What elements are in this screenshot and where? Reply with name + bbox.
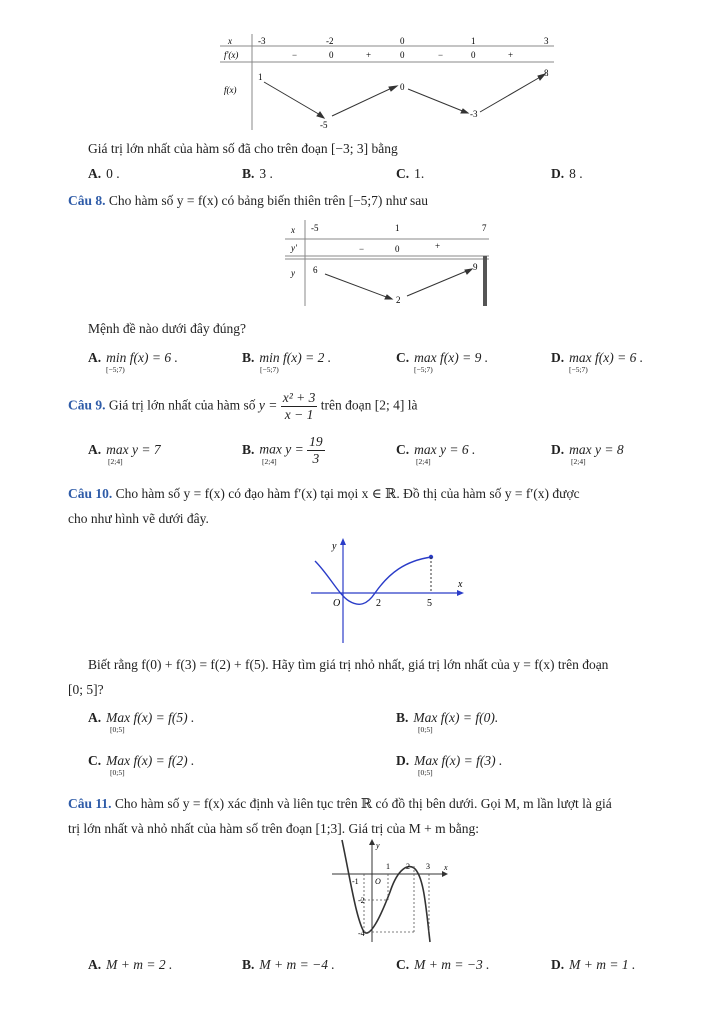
table1-x-1: -2 (326, 36, 334, 46)
q10-origin-label: O (333, 598, 341, 609)
q9-option-a[interactable]: A. max y = 7 [2;4] (88, 442, 161, 466)
q10-option-c[interactable]: C. Max f(x) = f(2) . [0;5] (88, 753, 195, 777)
table1-header-x: x (228, 36, 232, 46)
q8-option-a[interactable]: A. min f(x) = 6 . [−5;7) (88, 350, 178, 374)
table1-sign-1: 0 (329, 50, 334, 60)
variation-table-2 (283, 218, 493, 308)
q8-stem: Cho hàm số y = f(x) có bảng biến thiên trên [−5;7) như sau (108, 193, 428, 208)
q7-option-c[interactable]: C. 1. (396, 166, 425, 181)
q10-tick-5: 5 (427, 598, 432, 609)
q11-tick-m4: -4 (358, 929, 365, 938)
table2-sign-1: 0 (395, 244, 400, 254)
table1-header-fp: f'(x) (224, 50, 239, 60)
q10-given-l2: [0; 5]? (68, 682, 104, 697)
table1-sign-5: 0 (471, 50, 476, 60)
q11-tick-2: 2 (406, 862, 410, 871)
variation-table-1 (218, 32, 558, 132)
table2-header-y: y (291, 268, 295, 278)
q8-label: Câu 8. (68, 193, 106, 208)
q10-x-label: x (458, 579, 463, 590)
q7-option-a[interactable]: A. 0 . (88, 166, 120, 181)
table1-f-4: 8 (544, 68, 549, 78)
q10-label: Câu 10. (68, 486, 113, 501)
q9-stem-a: Giá trị lớn nhất của hàm số (108, 397, 256, 413)
q11-y-label: y (376, 841, 380, 850)
q10-stem-l1: Cho hàm số y = f(x) có đạo hàm f′(x) tại mọi x ∈ ℝ. Đồ thị của hàm số y = f′(x) được (115, 486, 580, 501)
q11-origin-label: O (375, 877, 381, 886)
q11-curve (342, 840, 430, 942)
q7-option-d[interactable]: D. 8 . (551, 166, 583, 181)
q9-y-eq: y = (258, 397, 278, 413)
q10-y-label: y (332, 541, 337, 552)
q9-option-c[interactable]: C. max y = 6 . [2;4] (396, 442, 476, 466)
table1-sign-2: + (366, 50, 372, 60)
q10-derivative-graph (305, 535, 475, 647)
q11-tick-m1: -1 (352, 877, 359, 886)
table2-sign-0: − (359, 244, 365, 254)
q11-stem-line-1 (68, 796, 612, 812)
q9-stem-b: trên đoạn [2; 4] là (320, 397, 418, 413)
table1-header-f: f(x) (224, 85, 237, 95)
q10-given-l1: Biết rằng f(0) + f(3) = f(2) + f(5). Hãy tìm giá trị nhỏ nhất, giá trị lớn nhất của y = f(x) trên đoạn (88, 657, 609, 672)
q7-stem: Giá trị lớn nhất của hàm số đã cho trên đoạn [−3; 3] bằng (88, 141, 398, 156)
table1-sign-4: − (438, 50, 444, 60)
q8-option-c[interactable]: C. max f(x) = 9 . [−5;7) (396, 350, 489, 374)
q10-stem-line-1 (68, 486, 580, 502)
table1-sign-0: − (292, 50, 298, 60)
table1-sign-6: + (508, 50, 514, 60)
q10-option-b[interactable]: B. Max f(x) = f(0). [0;5] (396, 710, 499, 734)
q10-stem-l2: cho như hình vẽ dưới đây. (68, 511, 209, 526)
table1-sign-3: 0 (400, 50, 405, 60)
q8-option-d[interactable]: D. max f(x) = 6 . [−5;7) (551, 350, 644, 374)
table2-y-0: 6 (313, 265, 318, 275)
q9-label: Câu 9. (68, 397, 106, 413)
q11-option-d[interactable]: D. M + m = 1 . (551, 957, 636, 972)
table2-y-1: 2 (396, 295, 401, 305)
table1-x-4: 3 (544, 36, 549, 46)
q8-stem-line (68, 193, 428, 209)
q11-option-c[interactable]: C. M + m = −3 . (396, 957, 490, 972)
table1-x-0: -3 (258, 36, 266, 46)
table2-header-yp: y' (291, 243, 297, 253)
table2-x-2: 7 (482, 223, 487, 233)
q11-tick-3: 3 (426, 862, 430, 871)
q7-option-b[interactable]: B. 3 . (242, 166, 273, 181)
q11-option-b[interactable]: B. M + m = −4 . (242, 957, 335, 972)
q9-stem-line (68, 390, 417, 423)
q11-function-graph (328, 838, 458, 944)
q11-x-label: x (444, 863, 448, 872)
table1-f-1: -5 (320, 120, 328, 130)
q10-option-d[interactable]: D. Max f(x) = f(3) . [0;5] (396, 753, 503, 777)
table1-f-2: 0 (400, 82, 405, 92)
q11-stem-l2: trị lớn nhất và nhỏ nhất của hàm số trên đoạn [1;3]. Giá trị của M + m bằng: (68, 821, 480, 836)
table2-x-1: 1 (395, 223, 400, 233)
table2-sign-2: + (435, 241, 441, 251)
table2-y-2: 9 (473, 262, 478, 272)
q8-question: Mệnh đề nào dưới đây đúng? (88, 321, 247, 336)
q10-option-a[interactable]: A. Max f(x) = f(5) . [0;5] (88, 710, 195, 734)
q9-option-d[interactable]: D. max y = 8 [2;4] (551, 442, 624, 466)
q11-tick-1: 1 (386, 862, 390, 871)
q11-option-a[interactable]: A. M + m = 2 . (88, 957, 173, 972)
table2-x-0: -5 (311, 223, 319, 233)
table1-x-3: 1 (471, 36, 476, 46)
table1-x-2: 0 (400, 36, 405, 46)
table1-f-3: -3 (470, 109, 478, 119)
q8-option-b[interactable]: B. min f(x) = 2 . [−5;7) (242, 350, 332, 374)
q11-stem-l1: Cho hàm số y = f(x) xác định và liên tục trên ℝ có đồ thị bên dưới. Gọi M, m lần lượt là giá (114, 796, 612, 811)
q9-fraction: $\frac{\text{x² + 3}}{x - 1}$ (282, 390, 316, 422)
q11-tick-m2: -2 (358, 896, 365, 905)
q9-option-b[interactable]: B. max y = $\frac{19}{3}$ [2;4] (242, 434, 323, 466)
table1-arrows (264, 74, 545, 118)
q11-label: Câu 11. (68, 796, 112, 811)
table2-header-x: x (291, 225, 295, 235)
q10-tick-2: 2 (376, 598, 381, 609)
table1-f-0: 1 (258, 72, 263, 82)
